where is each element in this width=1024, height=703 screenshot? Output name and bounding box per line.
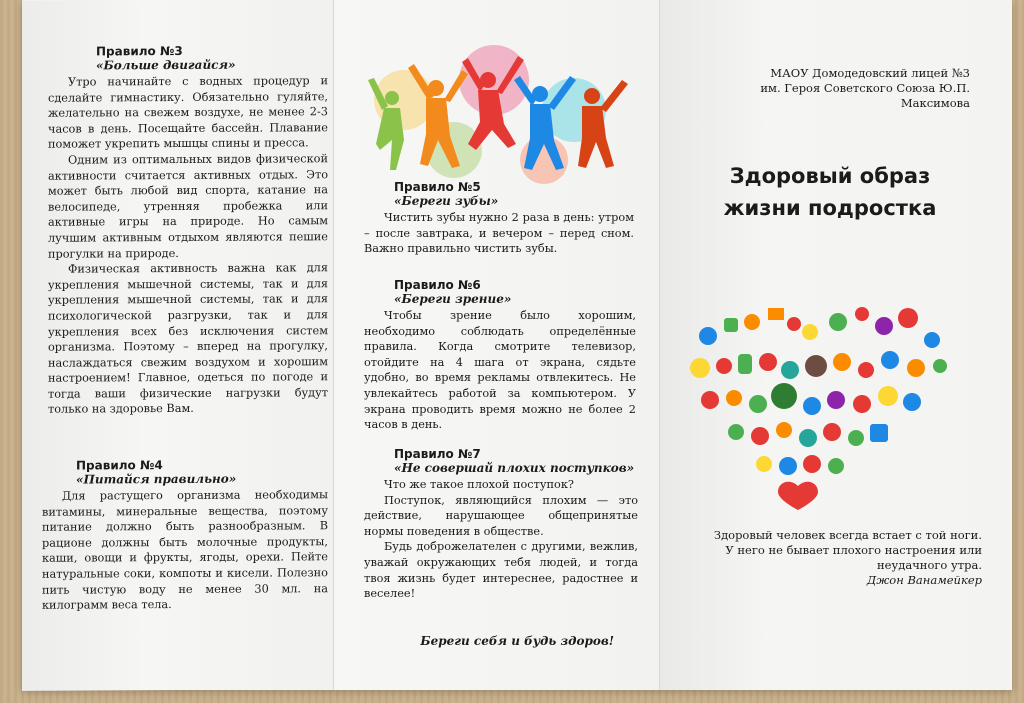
closing-phrase: Береги себя и будь здоров! — [420, 634, 614, 648]
rule7-section — [364, 447, 638, 602]
rule7-title: Правило №7 — [394, 447, 481, 461]
panel-middle — [334, 0, 660, 690]
rule6-title: Правило №6 — [394, 278, 481, 292]
quote-author: Джон Ванамейкер — [866, 573, 982, 587]
quote-line1: Здоровый человек всегда встает с той ноги. — [713, 528, 982, 542]
rule3-paragraph-2: Одним из оптимальных видов физической активности считается активных отдых. Это может быть любой вид спорта, катание на велосипеде, утренняя пробежка или активные игры на природе. Но самым лучшим активным отдыхом являются пешие прогулки на природе. — [48, 152, 328, 261]
rule6-subtitle: «Береги зрение» — [394, 292, 512, 306]
rule7-paragraph-2: Поступок, являющийся плохим — это действие, нарушающее общепринятые нормы поведения в обществе. — [364, 493, 638, 538]
rule7-paragraph-3: Будь доброжелателен с другими, вежлив, уважай окружающих тебя людей, и тогда твоя жизнь будет интереснее, радостнее и веселее! — [364, 540, 638, 601]
rule6-paragraph-1: Чтобы зрение было хорошим, необходимо соблюдать определённые правила. Когда смотрите телевизор, отойдите на 4 шага от экрана, сядьте удобно, во время рекламы отвлекитесь. Не увлекайтесь работой за компьютером. У экрана проводить время можно не более 2 часов в день. — [364, 309, 636, 432]
quote-block — [682, 528, 982, 588]
rule5-paragraph-1: Чистить зубы нужно 2 раза в день: утром – после завтрака, и вечером – перед сном. Важно правильно чистить зубы. — [364, 211, 634, 256]
panel-left — [22, 0, 334, 691]
leaflet-title — [680, 160, 980, 224]
rule3-paragraph-3: Физическая активность важна как для укрепления мышечной системы, так и для укрепления мышечной системы, так и для психологической разгрузки, так и для укрепления всех без исключения систем организма. Поэтому – вперед на прогулку, наслаждаться свежим воздухом и хорошим настроением! Главное, одеться по погоде и тогда ваши физические нагрузки будут только на здоровье Вам. — [48, 261, 328, 417]
rule4-subtitle: «Питайся правильно» — [76, 471, 237, 487]
rule5-section — [364, 180, 634, 257]
rule5-subtitle: «Береги зубы» — [394, 194, 499, 208]
rule3-title: Правило №3 — [96, 43, 183, 59]
rule3-subtitle: «Больше двигайся» — [96, 57, 236, 73]
rule5-title: Правило №5 — [394, 180, 481, 194]
rule4-title: Правило №4 — [76, 458, 163, 473]
school-name-line1: МАОУ Домодедовский лицей №3 — [770, 66, 970, 80]
rule7-subtitle: «Не совершай плохих поступков» — [394, 461, 635, 475]
dancers-illustration — [364, 40, 634, 190]
rule3-paragraph-1: Утро начинайте с водных процедур и сделайте гимнастику. Обязательно гуляйте, желательно на свежем воздухе, не менее 2-3 часов в день. Посещайте бассейн. Плавание поможет укрепить мышцы спины и пресса. — [48, 74, 328, 152]
rule4-section — [42, 457, 328, 613]
panel-cover — [660, 0, 1012, 690]
school-name-line2: им. Героя Советского Союза Ю.П. Максимова — [760, 81, 970, 110]
quote-line2: У него не бывает плохого настроения или — [725, 543, 982, 557]
school-header — [700, 66, 970, 111]
title-line1: Здоровый образ — [729, 164, 931, 188]
rule4-paragraph-1: Для растущего организма необходимы витамины, минеральные вещества, поэтому питание должно быть разнообразным. В рационе должны быть молочные продукты, каши, овощи и фрукты, ягоды, орехи. Пейте натуральные соки, компоты и кисели. Полезно пить чистую воду не менее 30 мл. на килограмм веса тела. — [42, 488, 328, 612]
title-line2: жизни подростка — [723, 196, 937, 220]
quote-line3: неудачного утра. — [877, 558, 982, 572]
rule6-section — [364, 278, 636, 433]
rule7-paragraph-1: Что же такое плохой поступок? — [384, 478, 574, 491]
heart-icons-illustration — [686, 296, 956, 514]
heart-icon — [690, 307, 947, 510]
rule3-section — [48, 43, 328, 418]
